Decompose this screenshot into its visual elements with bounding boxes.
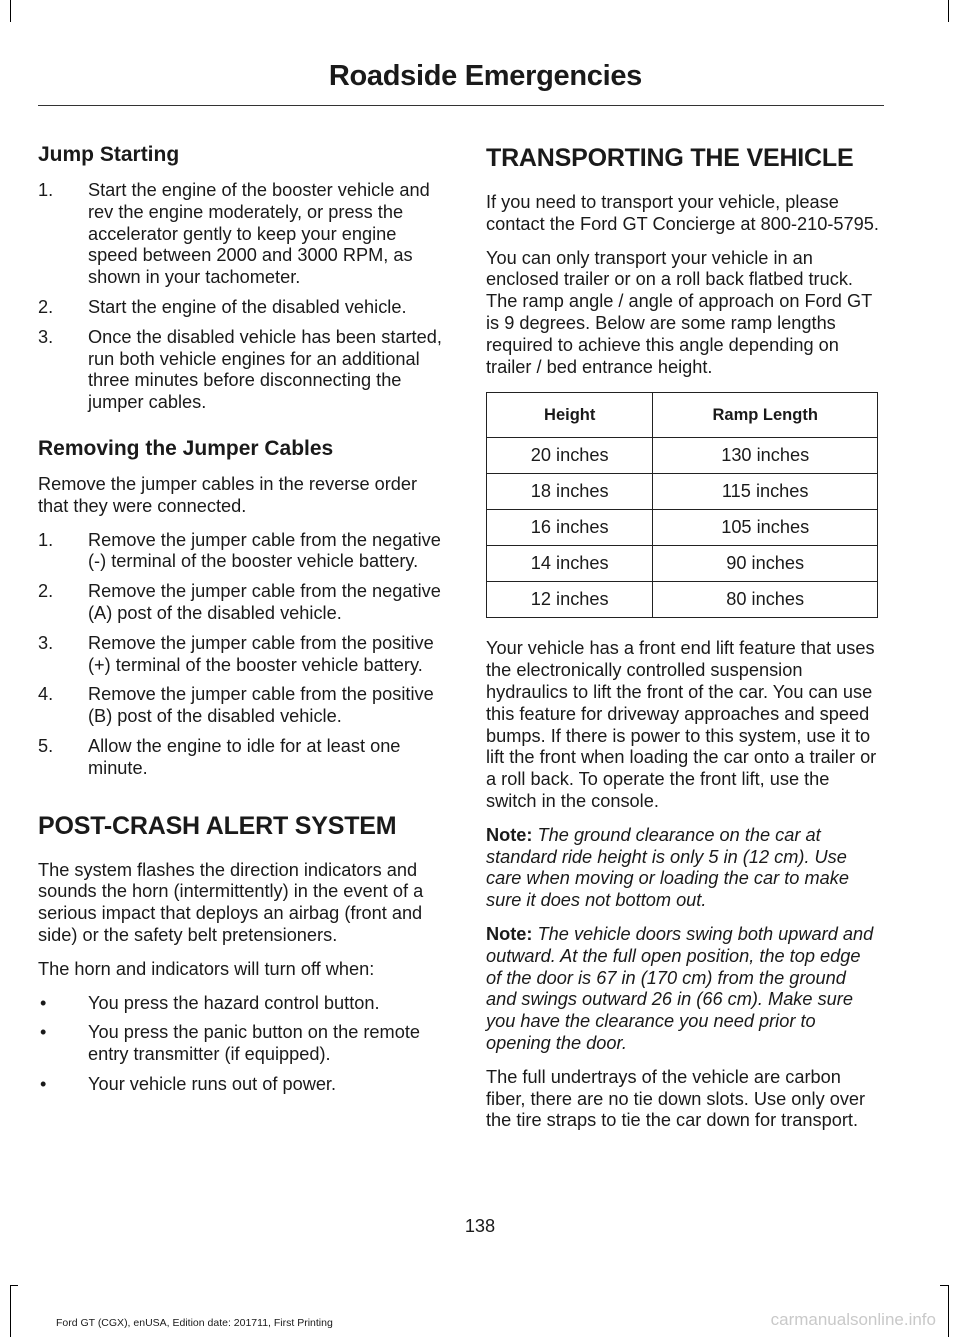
step-text: Allow the engine to idle for at least one minute.	[88, 735, 401, 778]
step-text: Remove the jumper cable from the negative (A) post of the disabled vehicle.	[88, 581, 441, 623]
post-crash-alert-intro: The horn and indicators will turn off when:	[38, 958, 375, 979]
table-row	[487, 546, 878, 582]
list-item	[38, 1022, 448, 1066]
table-cell: 105 inches	[653, 510, 878, 546]
list-item	[38, 180, 448, 289]
table-row	[487, 438, 878, 474]
step-number: 1.	[38, 180, 54, 200]
list-item	[38, 736, 448, 780]
step-text: Once the disabled vehicle has been started, run both vehicle engines for an additional three minutes before disconnecting the jumper cables.	[88, 326, 442, 413]
bullet-mark: •	[40, 992, 47, 1013]
crop-mark	[10, 1285, 11, 1337]
front-lift-paragraph: Your vehicle has a front end lift feature that uses the electronically controlled suspension hydraulics to lift the front of the car. You can use this feature for driveway approaches and speed bumps. If there is power to this system, use it to lift the front when loading the car onto a trailer or a roll back. To operate the front lift, use the switch in the console.	[486, 638, 877, 811]
table-cell: 18 inches	[487, 474, 653, 510]
watermark: carmanualsonline.info	[770, 1310, 936, 1329]
removing-cables-heading: Removing the Jumper Cables	[38, 436, 334, 460]
undertray-paragraph: The full undertrays of the vehicle are carbon fiber, there are no tie down slots. Use only over the tire straps to tie the car down for transport.	[486, 1066, 866, 1131]
table-cell: 80 inches	[653, 582, 878, 618]
crop-mark	[940, 1285, 948, 1286]
header-divider	[38, 105, 884, 106]
step-number: 5.	[38, 735, 54, 756]
table-row	[487, 582, 878, 618]
removing-cables-intro: Remove the jumper cables in the reverse order that they were connected.	[38, 473, 418, 516]
post-crash-alert-paragraph: The system flashes the direction indicators and sounds the horn (intermittently) in the event of a serious impact that deploys an airbag (front and side) or the safety belt pretensioners.	[38, 859, 424, 945]
list-item	[38, 684, 448, 728]
step-text: Remove the jumper cable from the positive (+) terminal of the booster vehicle battery.	[88, 632, 434, 675]
list-item	[38, 530, 448, 574]
crop-mark	[948, 0, 949, 22]
table-header-row	[487, 393, 878, 438]
transport-paragraph-2: You can only transport your vehicle in an enclosed trailer or on a roll back flatbed truck. The ramp angle / angle of approach on Ford GT is 9 degrees. Below are some ramp lengths required to achieve this angle depending on trailer / bed entrance height.	[486, 247, 872, 377]
bullet-text: You press the panic button on the remote entry transmitter (if equipped).	[88, 1022, 420, 1065]
list-item	[38, 297, 448, 319]
table-cell: 14 inches	[487, 546, 653, 582]
table-cell: 115 inches	[653, 474, 878, 510]
step-number: 2.	[38, 296, 54, 317]
note-label: Note:	[486, 923, 533, 944]
table-cell: 12 inches	[487, 582, 653, 618]
table-row	[487, 474, 878, 510]
note-label: Note:	[486, 824, 533, 845]
right-column	[486, 142, 880, 1144]
table-cell: 20 inches	[487, 438, 653, 474]
crop-mark	[10, 0, 11, 22]
table-cell: 90 inches	[653, 546, 878, 582]
list-item	[38, 581, 448, 625]
bullet-text: You press the hazard control button.	[88, 992, 380, 1013]
list-item	[38, 1074, 448, 1096]
note-door-clearance	[486, 924, 880, 1055]
column-header-height: Height	[487, 393, 653, 438]
table-cell: 130 inches	[653, 438, 878, 474]
transport-paragraph-1: If you need to transport your vehicle, please contact the Ford GT Concierge at 800-210-5795.	[486, 192, 879, 234]
footer-edition-info: Ford GT (CGX), enUSA, Edition date: 201711, First Printing	[56, 1317, 333, 1329]
page-number: 138	[464, 1216, 496, 1236]
note-ground-clearance	[486, 825, 880, 912]
step-number: 1.	[38, 529, 54, 550]
jump-steps-list	[38, 180, 448, 414]
note-text: The vehicle doors swing both upward and outward. At the full open position, the top edge of the door is 67 in (170 cm) from the ground and swings outward 26 in (66 cm). Make sure you have the clearance you need prior to opening the door.	[486, 923, 874, 1053]
step-number: 4.	[38, 684, 54, 705]
transporting-heading: TRANSPORTING THE VEHICLE	[486, 144, 854, 172]
table-cell: 16 inches	[487, 510, 653, 546]
jump-starting-heading: Jump Starting	[38, 143, 180, 166]
post-crash-bullets	[38, 993, 448, 1096]
list-item	[38, 327, 448, 414]
crop-mark	[10, 1285, 18, 1286]
bullet-text: Your vehicle runs out of power.	[88, 1073, 337, 1094]
step-number: 3.	[38, 326, 54, 347]
step-number: 2.	[38, 581, 54, 602]
step-text: Start the engine of the booster vehicle and rev the engine moderately, or press the accelerator gently to keep your engine speed between 2000 and 3000 RPM, as shown in your tachometer.	[88, 180, 430, 288]
ramp-length-table	[486, 392, 878, 618]
step-text: Remove the jumper cable from the negative (-) terminal of the booster vehicle battery.	[88, 529, 441, 572]
post-crash-alert-heading: POST-CRASH ALERT SYSTEM	[38, 811, 397, 840]
note-text: The ground clearance on the car at standard ride height is only 5 in (12 cm). Use care when moving or loading the car to make sure it does not bottom out.	[486, 824, 849, 911]
crop-mark	[948, 1285, 949, 1337]
column-header-ramp-length: Ramp Length	[653, 393, 878, 438]
step-number: 3.	[38, 632, 54, 653]
page-header-title: Roadside Emergencies	[328, 60, 642, 92]
remove-steps-list	[38, 530, 448, 780]
step-text: Start the engine of the disabled vehicle.	[88, 296, 407, 317]
step-text: Remove the jumper cable from the positive (B) post of the disabled vehicle.	[88, 684, 434, 727]
bullet-mark: •	[40, 1022, 47, 1043]
left-column	[38, 142, 448, 1108]
list-item	[38, 633, 448, 677]
table-row	[487, 510, 878, 546]
bullet-mark: •	[40, 1073, 47, 1094]
list-item	[38, 993, 448, 1015]
